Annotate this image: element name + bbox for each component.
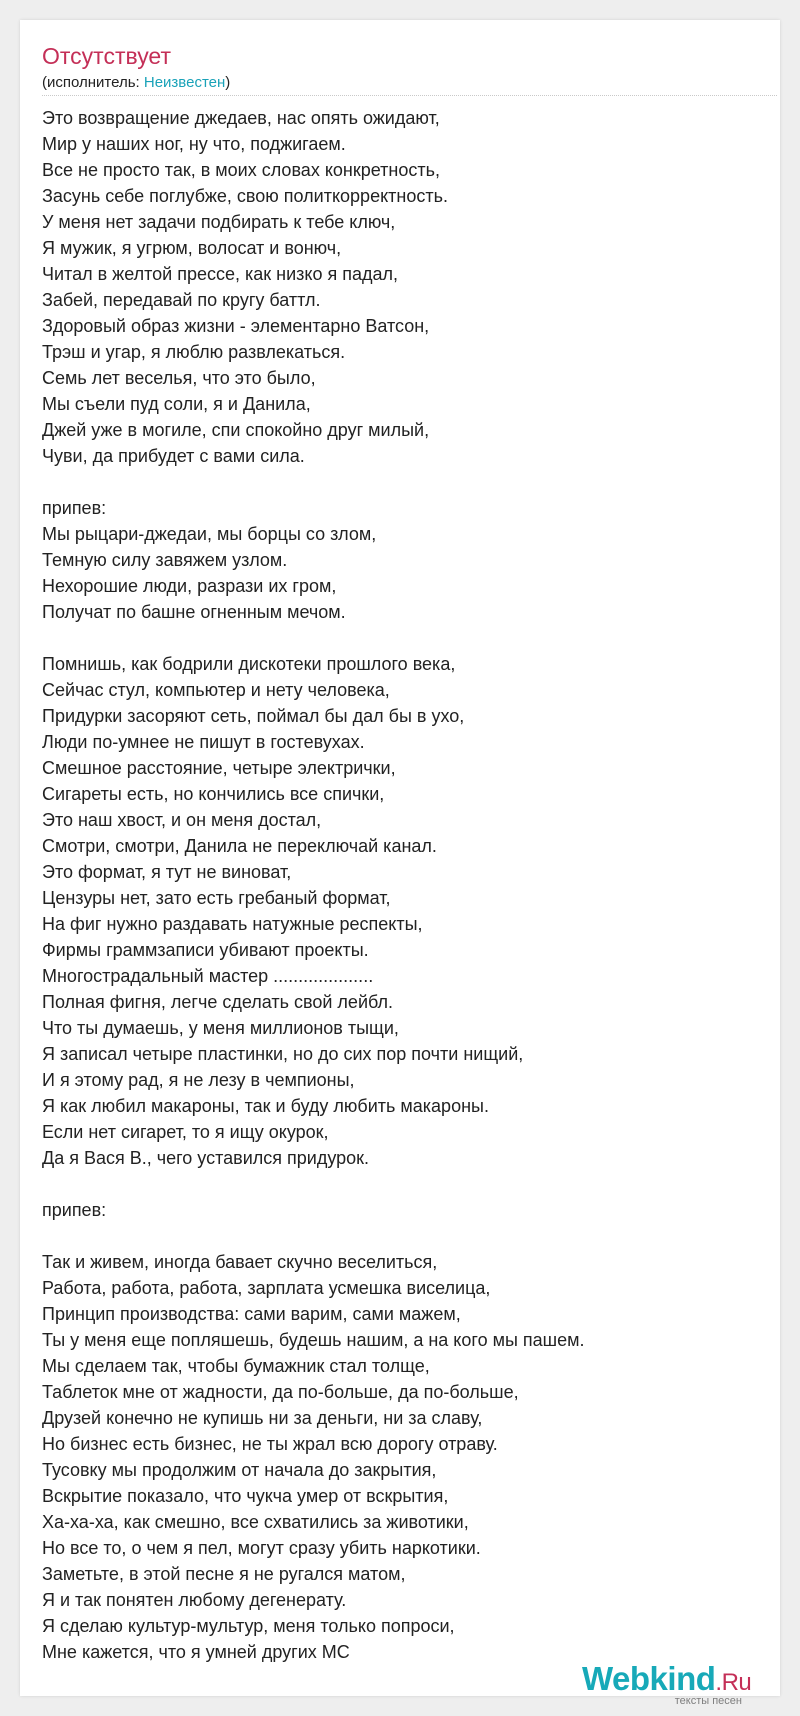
lyric-line: Так и живем, иногда бавает скучно веселиться, (42, 1252, 438, 1272)
lyric-line: Получат по башне огненным мечом. (42, 602, 346, 622)
lyric-line: Это формат, я тут не виноват, (42, 862, 292, 882)
artist-line (42, 73, 230, 93)
lyric-blank-line (42, 1171, 772, 1197)
lyric-line: Придурки засоряют сеть, поймал бы дал бы в ухо, (42, 706, 465, 726)
lyric-line: Мы рыцари-джедаи, мы борцы со злом, (42, 524, 377, 544)
lyric-line: Полная фигня, легче сделать свой лейбл. (42, 992, 393, 1012)
song-title: Отсутствует (42, 43, 171, 69)
lyric-line: Мне кажется, что я умней других МС (42, 1642, 350, 1662)
lyric-line: Нехорошие люди, разрази их гром, (42, 576, 337, 596)
lyric-line: Но бизнес есть бизнес, не ты жрал всю дорогу отраву. (42, 1434, 498, 1454)
lyric-line: Засунь себе поглубже, свою политкорректность. (42, 186, 448, 206)
lyric-line: Тусовку мы продолжим от начала до закрытия, (42, 1460, 437, 1480)
lyric-line: Мы сделаем так, чтобы бумажник стал толще, (42, 1356, 430, 1376)
lyric-line: Смешное расстояние, четыре электрички, (42, 758, 396, 778)
lyric-line: Я и так понятен любому дегенерату. (42, 1590, 347, 1610)
artist-link[interactable]: Неизвестен (143, 74, 226, 91)
lyric-line: Ха-ха-ха, как смешно, все схватились за животики, (42, 1512, 469, 1532)
lyric-line: Но все то, о чем я пел, могут сразу убить наркотики. (42, 1538, 481, 1558)
lyric-line: Мир у наших ног, ну что, поджигаем. (42, 134, 346, 154)
lyric-line: Принцип производства: сами варим, сами мажем, (42, 1304, 461, 1324)
lyric-line: Это наш хвост, и он меня достал, (42, 810, 322, 830)
lyric-line: Смотри, смотри, Данила не переключай канал. (42, 836, 437, 856)
lyric-line: Фирмы граммзаписи убивают проекты. (42, 940, 369, 960)
logo-tld: .Ru (715, 1669, 752, 1696)
lyric-line: Заметьте, в этой песне я не ругался матом, (42, 1564, 406, 1584)
lyric-blank-line (42, 1223, 772, 1249)
lyric-line: Джей уже в могиле, спи спокойно друг милый, (42, 420, 430, 440)
lyric-line: Да я Вася В., чего уставился придурок. (42, 1148, 370, 1168)
lyric-line: припев: (42, 498, 107, 518)
lyric-line: Работа, работа, работа, зарплата усмешка виселица, (42, 1278, 491, 1298)
lyric-line: Темную силу завяжем узлом. (42, 550, 288, 570)
lyric-blank-line (42, 469, 772, 495)
lyric-line: Семь лет веселья, что это было, (42, 368, 316, 388)
lyric-line: Мы съели пуд соли, я и Данила, (42, 394, 311, 414)
lyric-line: Это возвращение джедаев, нас опять ожидают, (42, 108, 440, 128)
lyric-line: Если нет сигарет, то я ищу окурок, (42, 1122, 329, 1142)
lyric-line: Сигареты есть, но кончились все спички, (42, 784, 385, 804)
lyric-line: Ты у меня еще попляшешь, будешь нашим, а на кого мы пашем. (42, 1330, 585, 1350)
lyric-line: Сейчас стул, компьютер и нету человека, (42, 680, 390, 700)
title-divider (42, 95, 777, 96)
lyric-line: У меня нет задачи подбирать к тебе ключ, (42, 212, 396, 232)
lyric-line: Люди по-умнее не пишут в гостевухах. (42, 732, 365, 752)
lyric-line: Что ты думаешь, у меня миллионов тыщи, (42, 1018, 399, 1038)
lyric-line: И я этому рад, я не лезу в чемпионы, (42, 1070, 355, 1090)
lyric-line: На фиг нужно раздавать натужные респекты, (42, 914, 423, 934)
lyric-line: Здоровый образ жизни - элементарно Ватсон, (42, 316, 430, 336)
lyric-line: Я сделаю культур-мультур, меня только попроси, (42, 1616, 455, 1636)
webkind-logo[interactable] (582, 1660, 782, 1712)
lyric-line: Читал в желтой прессе, как низко я падал, (42, 264, 399, 284)
lyric-blank-line (42, 625, 772, 651)
lyric-line: Я записал четыре пластинки, но до сих пор почти нищий, (42, 1044, 524, 1064)
lyric-line: Вскрытие показало, что чукча умер от вскрытия, (42, 1486, 449, 1506)
lyrics-text (42, 105, 772, 1665)
lyric-line: Многострадальный мастер .................... (42, 966, 374, 986)
lyric-line: Трэш и угар, я люблю развлекаться. (42, 342, 346, 362)
artist-prefix: (исполнитель: (42, 74, 144, 91)
lyric-line: Я мужик, я угрюм, волосат и вонюч, (42, 238, 342, 258)
lyric-line: Чуви, да прибудет с вами сила. (42, 446, 305, 466)
song-card (20, 20, 780, 1707)
lyric-line: Забей, передавай по кругу баттл. (42, 290, 321, 310)
lyric-line: Я как любил макароны, так и буду любить макароны. (42, 1096, 489, 1116)
lyric-line: Таблеток мне от жадности, да по-больше, да по-больше, (42, 1382, 519, 1402)
lyric-line: Цензуры нет, зато есть гребаный формат, (42, 888, 391, 908)
lyric-line: припев: (42, 1200, 107, 1220)
artist-suffix: ) (225, 74, 231, 91)
logo-name: Webkind (582, 1660, 716, 1697)
lyric-line: Все не просто так, в моих словах конкретность, (42, 160, 440, 180)
logo-tagline: тексты песен (674, 1695, 742, 1707)
lyric-line: Помнишь, как бодрили дискотеки прошлого века, (42, 654, 456, 674)
lyric-line: Друзей конечно не купишь ни за деньги, ни за славу, (42, 1408, 483, 1428)
